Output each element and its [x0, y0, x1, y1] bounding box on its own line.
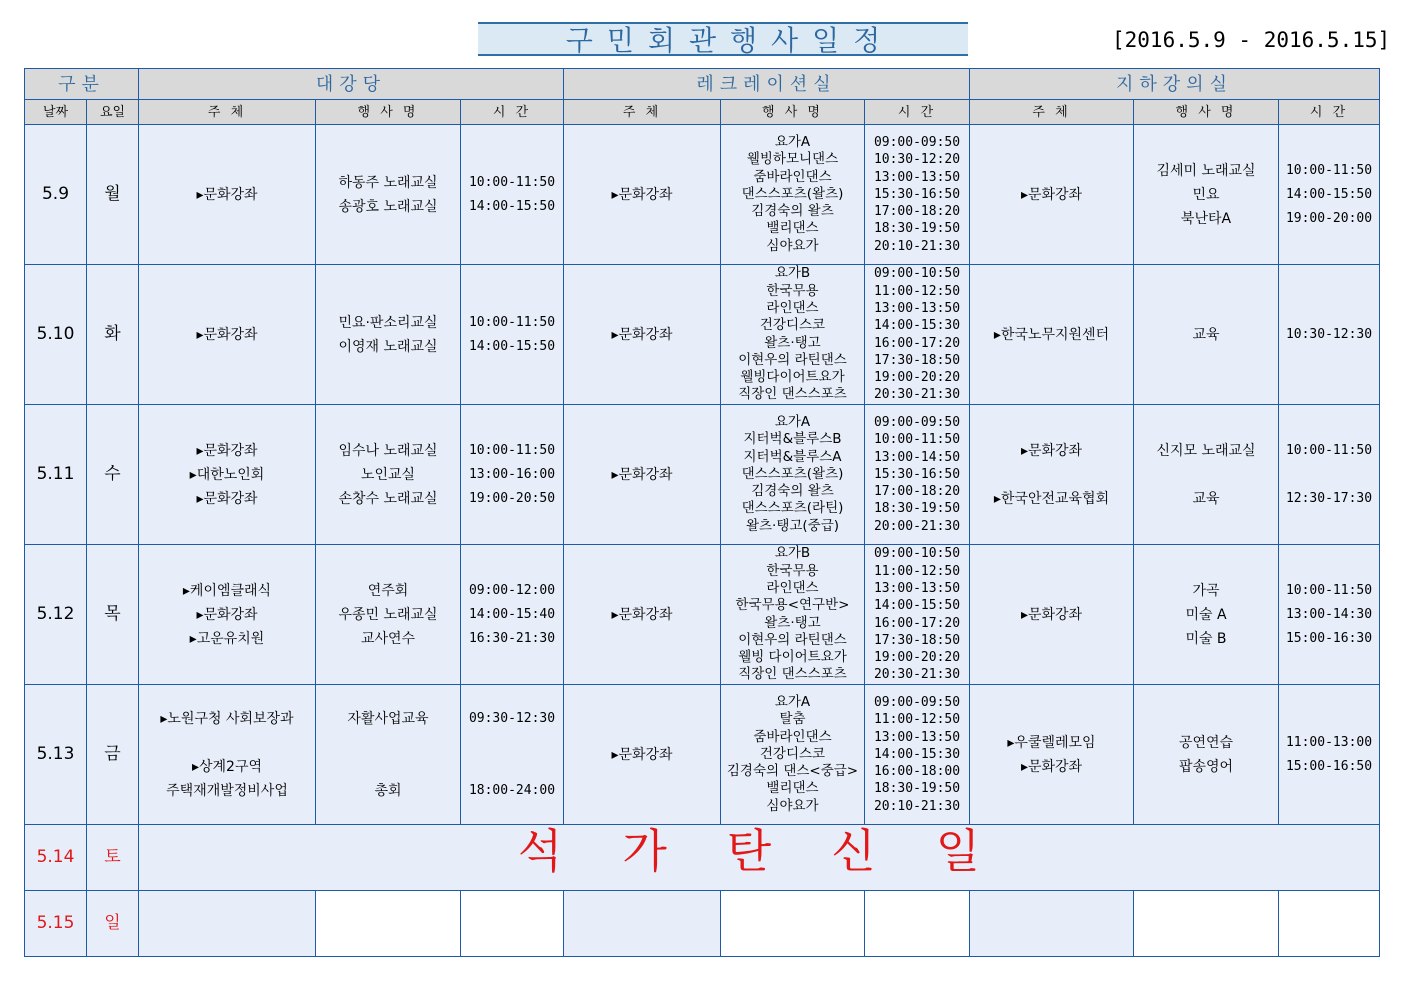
- hall3-host-cell: [970, 545, 1134, 685]
- header-row-columns: [25, 100, 1380, 125]
- hall3-event-line: 교육: [1192, 490, 1220, 507]
- hall2-host-cell: [564, 685, 721, 825]
- hall1-time-line: 13:00-16:00: [468, 466, 556, 482]
- hall2-time-line: 19:00-20:20: [873, 370, 961, 386]
- hall3-event-line: 북난타A: [1180, 210, 1232, 227]
- page-title: [478, 22, 968, 56]
- hall2-event-line: 댄스스포츠(왈츠): [741, 185, 844, 202]
- hall2-event-line: 밸리댄스: [766, 780, 819, 797]
- hall2-event-cell: [721, 685, 865, 825]
- hall2-host-line: ▸문화강좌: [611, 186, 673, 203]
- hall3-host-line: ▸문화강좌: [1020, 442, 1083, 459]
- hall1-host-line: ▸케이엠클래식: [182, 582, 272, 599]
- hall2-time-line: 15:30-16:50: [873, 466, 961, 482]
- hall2-time-line: 13:00-13:50: [873, 169, 961, 185]
- hall2-event-line: 건강디스코: [759, 745, 826, 762]
- hall3-host-line: ▸문화강좌: [1020, 606, 1083, 623]
- hall1-event-line: [316, 755, 460, 779]
- hall2-event-line: 댄스스포츠(라틴): [741, 500, 844, 517]
- hall3-host-cell: [970, 405, 1134, 545]
- hall1-event-line: 자활사업교육: [347, 710, 429, 727]
- hall1-time-line: 10:00-11:50: [468, 314, 556, 330]
- hall2-time-line: 09:00-09:50: [873, 694, 961, 710]
- hall1-time-line: 10:00-11:50: [468, 174, 556, 190]
- hall3-time-cell: [1279, 545, 1380, 685]
- hall1-time-line: [461, 731, 563, 755]
- hall2-event-line: 라인댄스: [766, 299, 819, 316]
- hall2-time-line: 11:00-12:50: [873, 563, 961, 579]
- hall3-time-line: 15:00-16:50: [1285, 758, 1373, 774]
- hall3-host-line: ▸한국노무지원센터: [993, 326, 1110, 343]
- hall2-host-line: ▸문화강좌: [611, 746, 673, 763]
- hall2-event-line: 김경숙의 왈츠: [751, 483, 834, 500]
- header-event: 행 사 명: [1134, 100, 1279, 125]
- hall3-time-line: 10:30-12:30: [1285, 326, 1373, 342]
- row-weekday: 월: [87, 125, 139, 265]
- hall1-time-line: 10:00-11:50: [468, 442, 556, 458]
- hall1-time-cell: [461, 545, 564, 685]
- hall2-event-line: 탈춤: [779, 711, 806, 728]
- hall2-event-line: 요가A: [774, 133, 811, 150]
- row-date: 5.13: [25, 685, 87, 825]
- hall2-event-line: 지터벅&블루스B: [743, 431, 842, 448]
- hall2-time-line: 14:00-15:30: [873, 746, 961, 762]
- hall1-event-cell: [316, 405, 461, 545]
- hall2-event-line: 김경숙의 왈츠: [751, 203, 834, 220]
- hall2-time-cell: [865, 125, 970, 265]
- hall3-event-cell: [1134, 125, 1279, 265]
- hall2-time-line: 13:00-13:50: [873, 580, 961, 596]
- row-weekday: 화: [87, 265, 139, 405]
- row-date: 5.10: [25, 265, 87, 405]
- header-time: 시 간: [1279, 100, 1380, 125]
- hall2-host-cell: [564, 545, 721, 685]
- hall3-time-line: 19:00-20:00: [1285, 210, 1373, 226]
- hall2-event-line: 직장인 댄스스포츠: [738, 386, 847, 403]
- hall1-event-line: 노인교실: [360, 466, 416, 483]
- hall2-time-cell: [865, 685, 970, 825]
- holiday-cell: [139, 825, 1380, 891]
- hall3-time-cell: [1279, 685, 1380, 825]
- hall2-event-line: 요가B: [774, 265, 811, 282]
- row-date: 5.11: [25, 405, 87, 545]
- hall2-time-line: 20:00-21:30: [873, 518, 961, 534]
- hall3-time-line: 14:00-15:50: [1285, 186, 1373, 202]
- hall2-time-line: 18:30-19:50: [873, 781, 961, 797]
- hall1-time-line: 14:00-15:50: [468, 198, 556, 214]
- empty-cell: [461, 891, 564, 957]
- hall1-host-cell: [139, 685, 316, 825]
- hall2-time-line: 09:00-09:50: [873, 134, 961, 150]
- hall3-host-line: ▸문화강좌: [1020, 186, 1083, 203]
- hall3-event-line: 교육: [1192, 326, 1220, 343]
- hall3-time-line: [1279, 463, 1379, 487]
- header-hall-3: 지하강의실: [970, 69, 1380, 100]
- hall2-event-line: 왈츠·탱고: [764, 334, 821, 351]
- hall2-time-cell: [865, 405, 970, 545]
- hall1-time-cell: [461, 685, 564, 825]
- hall2-event-line: 한국무용: [766, 282, 819, 299]
- hall2-time-line: 14:00-15:50: [873, 598, 961, 614]
- hall1-event-cell: [316, 545, 461, 685]
- hall1-event-line: 송광호 노래교실: [338, 198, 438, 215]
- hall1-time-line: 09:00-12:00: [468, 582, 556, 598]
- hall3-event-line: 민요: [1192, 186, 1220, 203]
- hall2-time-line: 16:00-17:20: [873, 335, 961, 351]
- hall3-time-line: 12:30-17:30: [1285, 490, 1373, 506]
- hall2-time-line: 11:00-12:50: [873, 283, 961, 299]
- hall2-event-line: 이현우의 라틴댄스: [738, 351, 847, 368]
- empty-cell: [1279, 891, 1380, 957]
- hall1-time-line: 18:00-24:00: [468, 782, 556, 798]
- hall1-host-cell: [139, 405, 316, 545]
- row-weekday: 수: [87, 405, 139, 545]
- hall2-time-line: 18:30-19:50: [873, 221, 961, 237]
- hall2-host-line: ▸문화강좌: [611, 606, 673, 623]
- date-range: [2016.5.9 - 2016.5.15]: [1112, 28, 1391, 52]
- hall2-time-line: 16:00-17:20: [873, 615, 961, 631]
- hall2-time-line: 19:00-20:20: [873, 650, 961, 666]
- hall1-event-line: 하동주 노래교실: [338, 174, 438, 191]
- schedule-row: [25, 545, 1380, 685]
- hall3-event-cell: [1134, 405, 1279, 545]
- hall2-event-line: 한국무용<연구반>: [735, 597, 850, 614]
- hall2-event-cell: [721, 265, 865, 405]
- hall2-event-line: 줌바라인댄스: [753, 728, 832, 745]
- hall1-event-cell: [316, 265, 461, 405]
- hall3-host-line: [970, 463, 1133, 487]
- hall2-time-line: 09:00-10:50: [873, 546, 961, 562]
- hall2-event-line: 라인댄스: [766, 579, 819, 596]
- hall2-time-line: 13:00-14:50: [873, 449, 961, 465]
- hall3-time-line: 10:00-11:50: [1285, 582, 1373, 598]
- hall2-event-line: 웰빙하모니댄스: [746, 151, 839, 168]
- hall2-time-line: 09:00-09:50: [873, 414, 961, 430]
- hall2-event-cell: [721, 545, 865, 685]
- empty-cell: [564, 891, 721, 957]
- row-weekday: 토: [87, 825, 139, 891]
- schedule-table: [24, 68, 1380, 957]
- hall2-time-line: 18:30-19:50: [873, 501, 961, 517]
- hall2-time-line: 20:30-21:30: [873, 387, 961, 403]
- sunday-row: [25, 891, 1380, 957]
- hall1-time-line: 19:00-20:50: [468, 490, 556, 506]
- hall2-event-line: 왈츠·탱고(중급): [745, 517, 840, 534]
- hall1-host-line: ▸고운유치원: [189, 630, 265, 647]
- row-date: 5.12: [25, 545, 87, 685]
- hall3-event-cell: [1134, 265, 1279, 405]
- hall2-host-cell: [564, 265, 721, 405]
- hall1-event-line: 연주회: [367, 582, 409, 599]
- row-weekday: 목: [87, 545, 139, 685]
- hall3-event-line: 공연연습: [1178, 734, 1234, 751]
- hall2-host-line: ▸문화강좌: [611, 466, 673, 483]
- header-time: 시 간: [461, 100, 564, 125]
- hall1-host-cell: [139, 265, 316, 405]
- hall1-host-line: ▸문화강좌: [196, 186, 258, 203]
- hall3-time-cell: [1279, 125, 1380, 265]
- hall2-event-cell: [721, 405, 865, 545]
- header-host: 주 체: [139, 100, 316, 125]
- header-host: 주 체: [564, 100, 721, 125]
- hall1-time-line: 16:30-21:30: [468, 630, 556, 646]
- holiday-label: 석가탄신일: [517, 824, 1041, 878]
- hall2-event-line: 김경숙의 댄스<중급>: [726, 763, 859, 780]
- empty-cell: [139, 891, 316, 957]
- hall2-host-line: ▸문화강좌: [611, 326, 673, 343]
- hall2-time-line: 15:30-16:50: [873, 186, 961, 202]
- holiday-row: [25, 825, 1380, 891]
- hall1-event-cell: [316, 125, 461, 265]
- header-row-halls: [25, 69, 1380, 100]
- hall2-event-line: 심야요가: [766, 237, 819, 254]
- hall1-host-line: ▸문화강좌: [196, 606, 258, 623]
- hall3-event-line: 미술 A: [1185, 606, 1227, 623]
- hall3-event-line: [1134, 463, 1278, 487]
- row-weekday: 금: [87, 685, 139, 825]
- header-time: 시 간: [865, 100, 970, 125]
- hall1-event-cell: [316, 685, 461, 825]
- hall2-time-cell: [865, 265, 970, 405]
- hall2-event-line: 요가A: [774, 413, 811, 430]
- hall2-event-line: 줌바라인댄스: [753, 168, 832, 185]
- header-gubun: 구분: [25, 69, 139, 100]
- hall1-host-line: [139, 731, 315, 755]
- hall1-host-line: 주택재개발정비사업: [166, 782, 288, 799]
- hall2-time-line: 17:00-18:20: [873, 484, 961, 500]
- hall2-time-line: 17:30-18:50: [873, 632, 961, 648]
- header-weekday: 요일: [87, 100, 139, 125]
- hall1-event-line: 임수나 노래교실: [338, 442, 438, 459]
- hall2-event-line: 밸리댄스: [766, 220, 819, 237]
- page-title-text: 구민회관행사일정: [565, 24, 895, 57]
- hall2-time-line: 13:00-13:50: [873, 729, 961, 745]
- hall2-time-line: 13:00-13:50: [873, 300, 961, 316]
- hall1-time-line: 14:00-15:40: [468, 606, 556, 622]
- header-event: 행 사 명: [721, 100, 865, 125]
- hall1-time-line: [461, 755, 563, 779]
- hall2-event-line: 댄스스포츠(왈츠): [741, 465, 844, 482]
- schedule-row: [25, 405, 1380, 545]
- hall1-time-cell: [461, 125, 564, 265]
- hall2-event-line: 웰빙 다이어트요가: [738, 649, 847, 666]
- hall1-event-line: 손창수 노래교실: [338, 490, 438, 507]
- hall2-event-line: 직장인 댄스스포츠: [738, 666, 847, 683]
- hall3-event-cell: [1134, 685, 1279, 825]
- hall1-host-line: ▸문화강좌: [196, 442, 258, 459]
- empty-cell: [721, 891, 865, 957]
- hall2-time-line: 20:10-21:30: [873, 238, 961, 254]
- hall1-event-line: 우종민 노래교실: [338, 606, 438, 623]
- hall3-event-line: 김세미 노래교실: [1156, 162, 1256, 179]
- hall1-event-line: 교사연수: [360, 630, 416, 647]
- hall2-event-line: 요가B: [774, 545, 811, 562]
- hall2-time-line: 10:30-12:20: [873, 152, 961, 168]
- hall3-time-line: 13:00-14:30: [1285, 606, 1373, 622]
- hall1-event-line: [316, 731, 460, 755]
- hall3-time-cell: [1279, 405, 1380, 545]
- hall2-event-cell: [721, 125, 865, 265]
- hall1-host-cell: [139, 545, 316, 685]
- hall1-host-line: ▸노원구청 사회보장과: [160, 710, 294, 727]
- hall1-host-line: ▸문화강좌: [196, 326, 258, 343]
- hall2-time-line: 16:00-18:00: [873, 764, 961, 780]
- empty-cell: [316, 891, 461, 957]
- schedule-row: [25, 685, 1380, 825]
- hall3-event-line: 미술 B: [1185, 630, 1227, 647]
- hall2-event-line: 이현우의 라틴댄스: [738, 631, 847, 648]
- hall2-event-line: 웰빙다이어트요가: [740, 369, 845, 386]
- hall3-time-cell: [1279, 265, 1380, 405]
- empty-cell: [865, 891, 970, 957]
- hall1-host-cell: [139, 125, 316, 265]
- hall2-event-line: 건강디스코: [759, 317, 826, 334]
- row-weekday: 일: [87, 891, 139, 957]
- hall1-host-line: ▸상계2구역: [191, 758, 263, 775]
- hall2-event-line: 지터벅&블루스A: [743, 448, 842, 465]
- hall3-event-line: 가곡: [1192, 582, 1220, 599]
- hall2-time-line: 11:00-12:50: [873, 712, 961, 728]
- hall2-event-line: 심야요가: [766, 797, 819, 814]
- hall2-event-line: 요가A: [774, 693, 811, 710]
- row-date: 5.9: [25, 125, 87, 265]
- header-hall-1: 대강당: [139, 69, 564, 100]
- hall3-time-line: 10:00-11:50: [1285, 162, 1373, 178]
- hall3-host-line: ▸문화강좌: [1020, 758, 1083, 775]
- header-date: 날짜: [25, 100, 87, 125]
- schedule-row: [25, 265, 1380, 405]
- hall3-event-line: 신지모 노래교실: [1156, 442, 1256, 459]
- header-event: 행 사 명: [316, 100, 461, 125]
- hall2-host-cell: [564, 405, 721, 545]
- hall2-time-line: 09:00-10:50: [873, 266, 961, 282]
- hall1-host-line: ▸대한노인회: [189, 466, 265, 483]
- hall1-time-cell: [461, 265, 564, 405]
- hall2-time-line: 20:30-21:30: [873, 667, 961, 683]
- hall3-event-line: 팝송영어: [1178, 758, 1234, 775]
- hall3-event-cell: [1134, 545, 1279, 685]
- hall1-host-line: ▸문화강좌: [196, 490, 258, 507]
- empty-cell: [970, 891, 1134, 957]
- row-date: 5.14: [25, 825, 87, 891]
- hall1-time-line: 14:00-15:50: [468, 338, 556, 354]
- hall1-event-line: 민요·판소리교실: [338, 314, 438, 331]
- hall1-event-line: 이영재 노래교실: [338, 338, 438, 355]
- header-hall-2: 레크레이션실: [564, 69, 970, 100]
- hall3-host-line: ▸우쿨렐레모임: [1007, 734, 1096, 751]
- hall2-time-line: 17:30-18:50: [873, 352, 961, 368]
- hall1-event-line: 총회: [374, 782, 402, 799]
- hall3-host-cell: [970, 685, 1134, 825]
- hall2-event-line: 왈츠·탱고: [764, 614, 821, 631]
- header-host: 주 체: [970, 100, 1134, 125]
- hall3-time-line: 10:00-11:50: [1285, 442, 1373, 458]
- hall2-host-cell: [564, 125, 721, 265]
- hall3-time-line: 11:00-13:00: [1285, 734, 1373, 750]
- hall3-host-line: ▸한국안전교육협회: [993, 490, 1110, 507]
- row-date: 5.15: [25, 891, 87, 957]
- hall2-time-line: 10:00-11:50: [873, 432, 961, 448]
- hall2-time-line: 14:00-15:30: [873, 318, 961, 334]
- hall3-time-line: 15:00-16:30: [1285, 630, 1373, 646]
- hall2-time-line: 17:00-18:20: [873, 204, 961, 220]
- empty-cell: [1134, 891, 1279, 957]
- schedule-row: [25, 125, 1380, 265]
- hall2-time-line: 20:10-21:30: [873, 798, 961, 814]
- hall1-time-line: 09:30-12:30: [468, 710, 556, 726]
- hall1-time-cell: [461, 405, 564, 545]
- hall2-event-line: 한국무용: [766, 562, 819, 579]
- hall3-host-cell: [970, 125, 1134, 265]
- hall3-host-cell: [970, 265, 1134, 405]
- hall2-time-cell: [865, 545, 970, 685]
